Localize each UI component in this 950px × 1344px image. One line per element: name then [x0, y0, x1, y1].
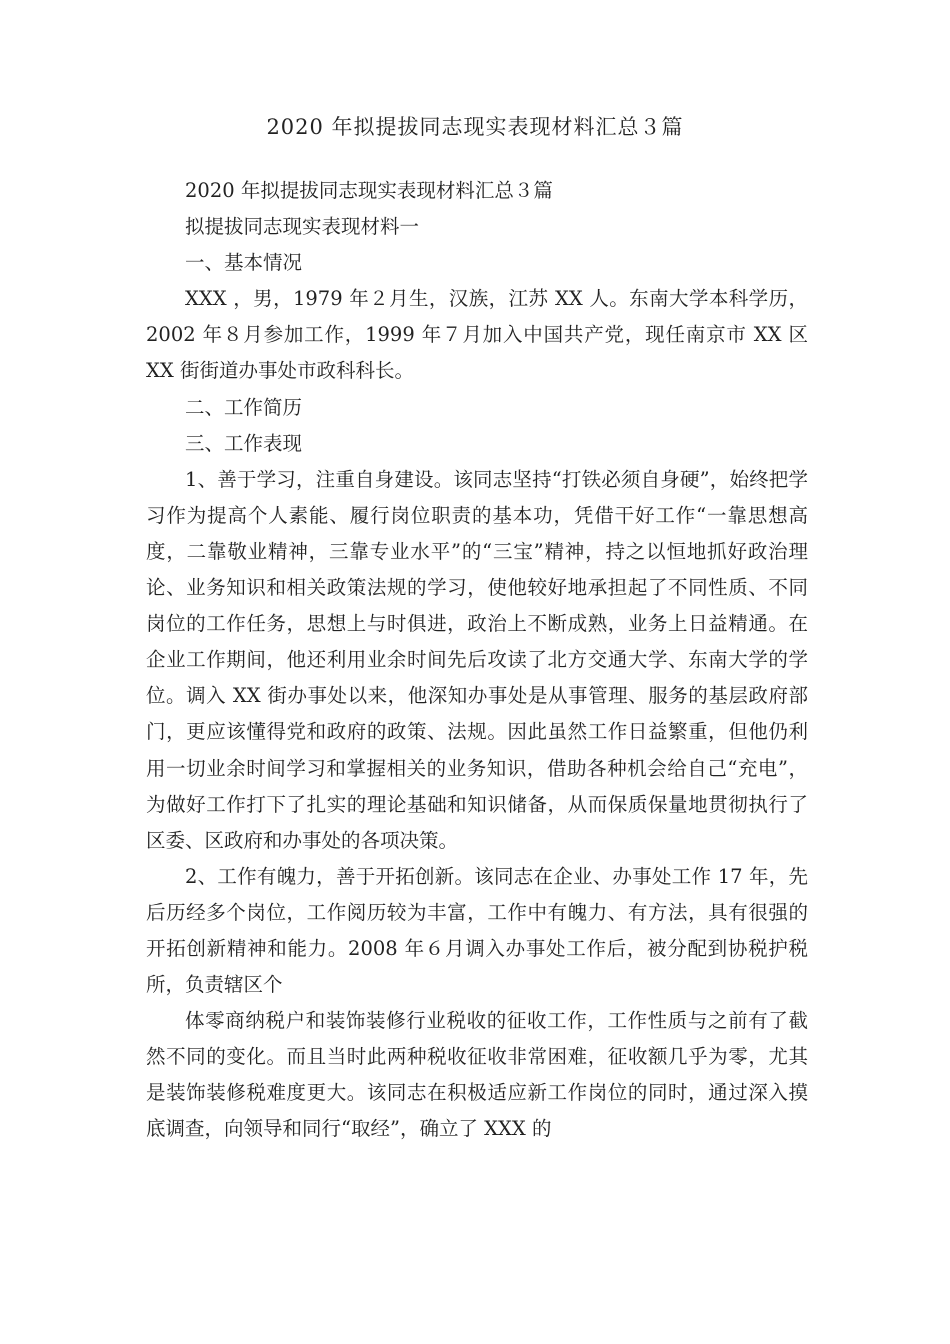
basic-info-paragraph: XXX ，男，1979 年２月生，汉族，江苏 XX 人。东南大学本科学历，2002 年８月参加工作，1999 年７月加入中国共产党，现任南京市 XX 区 XX 街街道办事处市政科科长。 — [146, 287, 808, 383]
performance-paragraph-3: 体零商纳税户和装饰装修行业税收的征收工作，工作性质与之前有了截然不同的变化。而且当时此两种税收征收非常困难，征收额几乎为零，尤其是装饰装修税难度更大。该同志在积极适应新工作岗位的同时，通过深入摸底调查，向领导和同行“取经”，确立了 XXX 的 — [146, 1009, 808, 1141]
section-heading-work-performance: 三、工作表现 — [185, 431, 303, 455]
section-heading-material-one: 拟提拔同志现实表现材料一 — [185, 215, 420, 239]
section-heading-basic-info: 一、基本情况 — [185, 251, 303, 275]
performance-paragraph-1: 1、善于学习，注重自身建设。该同志坚持“打铁必须自身硬”，始终把学习作为提高个人素能、履行岗位职责的基本功，凭借干好工作“一靠思想高度，二靠敬业精神，三靠专业水平”的“三宝”精神，持之以恒地抓好政治理论、业务知识和相关政策法规的学习，使他较好地承担起了不同性质、不同岗位的工作任务，思想上与时俱进，政治上不断成熟，业务上日益精通。在企业工作期间，他还利用业余时间先后攻读了北方交通大学、东南大学的学位。调入 XX 街办事处以来，他深知办事处是从事管理、服务的基层政府部门，更应该懂得党和政府的政策、法规。因此虽然工作日益繁重，但他仍利用一切业余时间学习和掌握相关的业务知识，借助各种机会给自己“充电”，为做好工作打下了扎实的理论基础和知识储备，从而保质保量地贯彻执行了区委、区政府和办事处的各项决策。 — [146, 467, 808, 852]
performance-paragraph-2: 2、工作有魄力，善于开拓创新。该同志在企业、办事处工作 17 年，先后历经多个岗位，工作阅历较为丰富，工作中有魄力、有方法，具有很强的开拓创新精神和能力。2008 年６月调入办事处工作后，被分配到协税护税所，负责辖区个 — [146, 864, 808, 997]
section-heading-work-history: 二、工作简历 — [185, 395, 303, 419]
subtitle-paragraph: 2020 年拟提拔同志现实表现材料汇总３篇 — [185, 179, 553, 202]
document-title: 2020 年拟提拔同志现实表现材料汇总３篇 — [266, 115, 684, 139]
document-body — [146, 173, 808, 1148]
